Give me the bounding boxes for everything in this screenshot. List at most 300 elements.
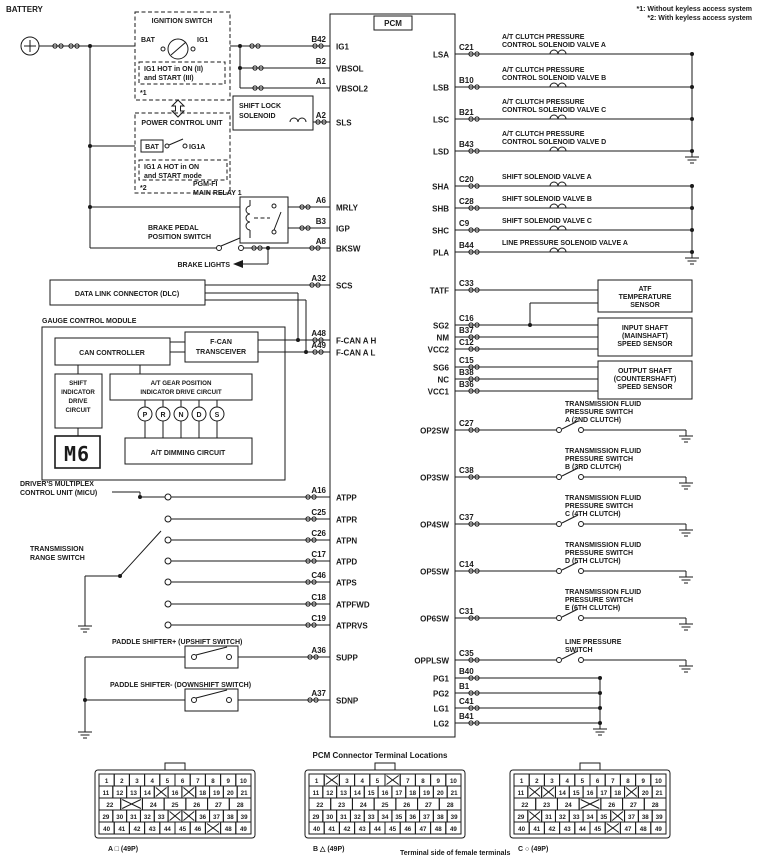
terminal-number: 42 <box>343 825 351 833</box>
terminal-number: 48 <box>224 825 232 833</box>
terminal-number: 4 <box>565 777 569 785</box>
terminal-number: 14 <box>558 789 566 797</box>
terminal-number: 11 <box>102 789 110 797</box>
pcm-terminal-OP5SW: OP5SW <box>420 567 449 577</box>
terminal-number: 18 <box>199 789 207 797</box>
pcm-pin-C21: C21 <box>459 43 474 52</box>
junction-dot <box>690 52 694 56</box>
pcm-terminal-MRLY: MRLY <box>336 203 358 213</box>
switch-contact <box>579 569 584 574</box>
terminal-number: 35 <box>600 813 608 821</box>
device-label: TRANSMISSION FLUID <box>565 495 642 502</box>
terminal-number: 21 <box>240 789 248 797</box>
pcm-terminal-F-CAN A H: F-CAN A H <box>336 336 377 346</box>
terminal-number: 19 <box>423 789 430 797</box>
solenoid-coil-icon <box>550 50 566 54</box>
range-switch-contact <box>165 516 171 522</box>
terminal-number: 30 <box>116 813 124 821</box>
terminal-number: 37 <box>213 813 220 821</box>
terminal-number: 3 <box>135 777 139 785</box>
terminal-number: 4 <box>150 777 154 785</box>
pcm-pin-C25: C25 <box>311 508 326 517</box>
pcm-terminal-LSC: LSC <box>433 115 449 125</box>
pcu-note-ref: *2 <box>140 185 147 192</box>
switch-contact <box>557 428 562 433</box>
pcm-pin-B3: B3 <box>315 217 326 226</box>
switch-contact <box>557 616 562 621</box>
pcm-terminal-VCC2: VCC2 <box>427 345 449 355</box>
can-controller-label: CAN CONTROLLER <box>79 350 145 357</box>
terminal-number: 21 <box>450 789 458 797</box>
range-switch-arm <box>120 531 161 576</box>
output-sensor-2: (COUNTERSHAFT) <box>613 376 677 383</box>
gear-lamp-row <box>138 400 224 438</box>
gear-position-2: INDICATOR DRIVE CIRCUIT <box>140 389 222 396</box>
terminal-number: 43 <box>563 825 571 833</box>
terminal-number: 16 <box>586 789 594 797</box>
device-label: A (2ND CLUTCH) <box>565 417 622 424</box>
junction-dot <box>690 206 694 210</box>
shift-indicator-3: DRIVE <box>68 398 88 405</box>
terminal-number: 41 <box>328 825 336 833</box>
pcm-terminal-NC: NC <box>437 375 449 385</box>
pcm-pin-C33: C33 <box>459 279 474 288</box>
pcm-terminal-VCC1: VCC1 <box>427 387 449 397</box>
junction-dot <box>598 691 602 695</box>
terminal-number: 10 <box>449 777 457 785</box>
device-label: SHIFT SOLENOID VALVE C <box>502 218 592 225</box>
pcm-pin-C14: C14 <box>459 560 474 569</box>
fcan-label-1: F-CAN <box>210 339 232 346</box>
pcm-terminal-BKSW: BKSW <box>336 244 361 254</box>
battery-icon <box>21 37 39 55</box>
terminal-number: 24 <box>564 801 572 809</box>
pcm-pin-A2: A2 <box>315 111 326 120</box>
terminal-number: 1 <box>104 777 109 785</box>
terminal-number: 11 <box>312 789 320 797</box>
terminal-number: 11 <box>517 789 525 797</box>
relay-box <box>240 197 288 243</box>
junction-dot <box>83 698 87 702</box>
terminal-number: 28 <box>446 801 454 809</box>
terminal-number: 31 <box>130 813 137 821</box>
connector-c-tab <box>580 763 600 770</box>
terminal-number: 3 <box>550 777 554 785</box>
terminal-number: 20 <box>641 789 649 797</box>
terminal-number: 49 <box>654 825 662 833</box>
pcu-desc-1: IG1 A HOT in ON <box>144 164 200 171</box>
switch-contact <box>239 246 244 251</box>
terminal-number: 8 <box>421 777 425 785</box>
solenoid-coil-icon <box>550 248 566 252</box>
terminal-number: 45 <box>179 825 187 833</box>
terminal-number: 43 <box>148 825 156 833</box>
switch-contact <box>217 246 222 251</box>
range-switch-label-2: RANGE SWITCH <box>30 555 85 562</box>
shift-lock-label-2: SOLENOID <box>239 113 276 120</box>
switch-contact <box>557 475 562 480</box>
device-label: C (4TH CLUTCH) <box>565 511 621 518</box>
note-keyless-2: *2: With keyless access system <box>647 15 752 22</box>
range-switch-contact <box>165 622 171 628</box>
pcm-terminal-LSA: LSA <box>433 50 449 60</box>
terminal-number: 29 <box>517 813 525 821</box>
terminal-number: 1 <box>314 777 319 785</box>
terminal-number: 19 <box>213 789 220 797</box>
pcu-switch-lever <box>169 139 183 145</box>
terminal-number: 15 <box>572 789 580 797</box>
junction-dot <box>690 184 694 188</box>
connector-a-tab <box>165 763 185 770</box>
pcm-pin-C27: C27 <box>459 419 474 428</box>
ignition-desc-2: and START (III) <box>144 75 194 82</box>
junction-dot <box>690 117 694 121</box>
terminal-number: 46 <box>404 825 412 833</box>
terminal-number: 25 <box>171 801 179 809</box>
terminal-number: 39 <box>655 813 663 821</box>
terminal-number: 7 <box>611 777 615 785</box>
terminal-number: 28 <box>651 801 659 809</box>
terminal-number: 24 <box>149 801 157 809</box>
ignition-rotary-contact <box>171 42 186 55</box>
range-switch-label-1: TRANSMISSION <box>30 546 84 553</box>
pcm-pin-C9: C9 <box>459 219 470 228</box>
device-label: A/T CLUTCH PRESSURE <box>502 67 585 74</box>
device-label: E (6TH CLUTCH) <box>565 605 621 612</box>
terminal-number: 9 <box>226 777 230 785</box>
pcm-terminal-ATPS: ATPS <box>336 578 357 588</box>
range-switch-contact <box>165 601 171 607</box>
terminal-number: 47 <box>419 825 427 833</box>
pcm-terminal-SCS: SCS <box>336 281 353 291</box>
terminal-number: 45 <box>389 825 397 833</box>
gear-position-box <box>110 374 252 400</box>
junction-dot <box>88 205 92 209</box>
shift-indicator-4: CIRCUIT <box>65 407 91 414</box>
terminal-number: 1 <box>519 777 524 785</box>
terminal-number: 40 <box>313 825 321 833</box>
device-label: PRESSURE SWITCH <box>565 503 634 510</box>
terminal-number: 9 <box>436 777 440 785</box>
device-label: CONTROL SOLENOID VALVE D <box>502 139 607 146</box>
pcm-pin-C35: C35 <box>459 649 474 658</box>
device-label: TRANSMISSION FLUID <box>565 589 642 596</box>
pcm-terminal-NM: NM <box>436 333 449 343</box>
terminal-number: 5 <box>165 777 170 785</box>
paddle-up-box <box>185 646 238 668</box>
solenoid-coil-icon <box>550 204 566 208</box>
shift-lock-label-1: SHIFT LOCK <box>239 103 281 110</box>
switch-contact <box>579 616 584 621</box>
terminal-number: 14 <box>143 789 151 797</box>
pcm-pin-A6: A6 <box>315 196 326 205</box>
pcm-terminal-ATPRVS: ATPRVS <box>336 621 368 631</box>
pcm-terminal-OP3SW: OP3SW <box>420 473 449 483</box>
micu-label-2: CONTROL UNIT (MICU) <box>20 490 98 497</box>
junction-dot <box>598 676 602 680</box>
device-label: PRESSURE SWITCH <box>565 550 634 557</box>
terminal-number: 26 <box>193 801 201 809</box>
device-label: A/T CLUTCH PRESSURE <box>502 99 585 106</box>
terminal-number: 25 <box>381 801 389 809</box>
pcm-terminal-LG1: LG1 <box>433 704 449 714</box>
brake-lights-label: BRAKE LIGHTS <box>177 262 230 269</box>
pcm-pin-C28: C28 <box>459 197 474 206</box>
terminal-number: 41 <box>533 825 541 833</box>
pcm-terminal-LSD: LSD <box>433 147 449 157</box>
pcm-pin-C41: C41 <box>459 697 474 706</box>
terminal-number: 36 <box>199 813 207 821</box>
terminal-number: 7 <box>196 777 200 785</box>
brake-switch-label-1: BRAKE PEDAL <box>148 225 199 232</box>
pcm-pin-C19: C19 <box>311 614 326 623</box>
switch-contact <box>579 428 584 433</box>
terminal-side-footnote: Terminal side of female terminals <box>400 850 511 856</box>
pcm-pin-B2: B2 <box>315 57 326 66</box>
terminal-number: 16 <box>171 789 179 797</box>
device-label: SHIFT SOLENOID VALVE A <box>502 174 592 181</box>
solenoid-coil-icon <box>550 83 566 87</box>
segment-display-value: M6 <box>63 442 91 466</box>
switch-lever <box>196 647 227 655</box>
terminal-number: 42 <box>133 825 141 833</box>
terminal-number: 37 <box>423 813 430 821</box>
terminal-number: 34 <box>381 813 389 821</box>
pcm-pin-B1: B1 <box>459 682 470 691</box>
gauge-module-title: GAUGE CONTROL MODULE <box>42 318 137 325</box>
terminal-number: 18 <box>614 789 622 797</box>
terminal-number: 39 <box>240 813 248 821</box>
gear-letter-r: R <box>160 412 166 419</box>
pcm-terminal-ATPFWD: ATPFWD <box>336 600 370 610</box>
note-keyless-1: *1: Without keyless access system <box>636 6 752 13</box>
atf-sensor-2: TEMPERATURE <box>618 294 672 301</box>
relay-coil-icon <box>246 206 250 230</box>
switch-contact <box>579 522 584 527</box>
terminal-number: 2 <box>120 777 124 785</box>
connector-a-label: A □ (49P) <box>108 846 139 853</box>
output-sensor-3: SPEED SENSOR <box>617 384 673 391</box>
pcm-pin-A48: A48 <box>311 329 326 338</box>
terminal-number: 49 <box>449 825 457 833</box>
switch-contact <box>579 658 584 663</box>
terminal-number: 32 <box>353 813 361 821</box>
terminal-number: 36 <box>409 813 417 821</box>
input-sensor-1: INPUT SHAFT <box>621 325 669 332</box>
relay-label-1: PGM-FI <box>193 181 218 188</box>
junction-dot <box>238 66 242 70</box>
junction-dot <box>598 706 602 710</box>
device-label: LINE PRESSURE SOLENOID VALVE A <box>502 240 628 247</box>
terminal-number: 23 <box>338 801 346 809</box>
switch-contact <box>192 698 197 703</box>
switch-lever <box>196 690 227 698</box>
terminal-number: 30 <box>326 813 334 821</box>
terminal-number: 22 <box>106 801 114 809</box>
terminal-number: 34 <box>586 813 594 821</box>
ignition-switch-title: IGNITION SWITCH <box>151 18 213 25</box>
atf-sensor-1: ATF <box>638 286 652 293</box>
pcm-pin-B36: B36 <box>459 380 474 389</box>
connector-b-label: B △ (49P) <box>313 846 345 853</box>
terminal-number: 45 <box>594 825 602 833</box>
device-label: PRESSURE SWITCH <box>565 456 634 463</box>
solenoid-coil-icon <box>550 182 566 186</box>
pcm-terminal-IG1: IG1 <box>336 42 349 52</box>
terminal-number: 31 <box>545 813 552 821</box>
pcm-terminal-PG1: PG1 <box>432 674 449 684</box>
device-label: D (5TH CLUTCH) <box>565 558 621 565</box>
terminal-number: 46 <box>194 825 202 833</box>
pcm-terminal-ATPD: ATPD <box>336 557 358 567</box>
paddle-down-label: PADDLE SHIFTER- (DOWNSHIFT SWITCH) <box>110 682 252 689</box>
pcm-terminal-LSB: LSB <box>433 83 449 93</box>
device-label: CONTROL SOLENOID VALVE A <box>502 42 606 49</box>
terminal-number: 15 <box>367 789 375 797</box>
terminal-number: 29 <box>102 813 110 821</box>
terminal-number: 44 <box>163 825 171 833</box>
connector-c-label: C ○ (49P) <box>518 846 549 853</box>
pcm-pin-C16: C16 <box>459 314 474 323</box>
pcm-terminal-SHC: SHC <box>432 226 449 236</box>
pcm-terminal-PG2: PG2 <box>432 689 449 699</box>
switch-contact <box>227 655 232 660</box>
terminal-number: 48 <box>639 825 647 833</box>
terminal-number: 44 <box>373 825 381 833</box>
terminal-number: 44 <box>578 825 586 833</box>
pcm-pin-B43: B43 <box>459 140 474 149</box>
dlc-label: DATA LINK CONNECTOR (DLC) <box>74 291 180 298</box>
pcm-pin-C46: C46 <box>311 571 326 580</box>
terminal-number: 49 <box>239 825 247 833</box>
terminal-number: 17 <box>395 789 403 797</box>
device-label: TRANSMISSION FLUID <box>565 448 642 455</box>
terminal-number: 3 <box>345 777 349 785</box>
terminal-number: 38 <box>226 813 234 821</box>
terminal-number: 24 <box>359 801 367 809</box>
terminal-number: 40 <box>103 825 111 833</box>
device-label: A/T CLUTCH PRESSURE <box>502 131 585 138</box>
terminal-number: 6 <box>595 777 600 785</box>
pcm-pin-C15: C15 <box>459 356 474 365</box>
device-label: CONTROL SOLENOID VALVE C <box>502 107 607 114</box>
pcm-pin-A37: A37 <box>311 689 326 698</box>
terminal-number: 13 <box>130 789 137 797</box>
pcm-terminal-OP6SW: OP6SW <box>420 614 449 624</box>
pcm-pin-B44: B44 <box>459 241 474 250</box>
gear-letter-p: P <box>142 412 148 419</box>
junction-dot <box>690 228 694 232</box>
shift-indicator-1: SHIFT <box>69 380 87 387</box>
relay-contact <box>272 230 276 234</box>
ignition-note-ref: *1 <box>140 90 147 97</box>
atf-sensor-3: SENSOR <box>630 302 660 309</box>
junction-dot <box>88 144 92 148</box>
range-switch-contact <box>165 494 171 500</box>
terminal-number: 32 <box>558 813 566 821</box>
terminal-number: 27 <box>214 801 222 809</box>
pcm-terminal-SHB: SHB <box>432 204 449 214</box>
relay-label-2: MAIN RELAY 1 <box>193 190 242 197</box>
pcm-pin-A49: A49 <box>311 341 326 350</box>
terminal-number: 31 <box>340 813 347 821</box>
pcm-pin-C12: C12 <box>459 338 474 347</box>
pcm-pin-C37: C37 <box>459 513 474 522</box>
terminal-number: 38 <box>641 813 649 821</box>
pcm-terminal-OP2SW: OP2SW <box>420 426 449 436</box>
terminal-number: 8 <box>626 777 630 785</box>
pcm-terminal-OPPLSW: OPPLSW <box>414 656 449 666</box>
pcm-terminal-SG2: SG2 <box>432 321 449 331</box>
device-label: CONTROL SOLENOID VALVE B <box>502 75 607 82</box>
terminal-number: 4 <box>360 777 364 785</box>
arrow-left-icon <box>233 260 243 268</box>
terminal-number: 21 <box>655 789 663 797</box>
pcm-terminal-OP4SW: OP4SW <box>420 520 449 530</box>
terminal-number: 35 <box>395 813 403 821</box>
pcm-pin-C38: C38 <box>459 466 474 475</box>
terminal-number: 43 <box>358 825 366 833</box>
range-switch-contact <box>165 537 171 543</box>
input-sensor-3: SPEED SENSOR <box>617 341 673 348</box>
ignition-desc-1: IG1 HOT in ON (II) <box>144 66 204 73</box>
terminal-number: 7 <box>406 777 410 785</box>
pcu-ig1a-label: IG1A <box>189 144 206 151</box>
solenoid-coil-icon <box>550 115 566 119</box>
switch-lever <box>221 238 240 246</box>
gear-letter-s: S <box>214 412 220 419</box>
pcm-pin-A32: A32 <box>311 274 326 283</box>
terminal-number: 27 <box>424 801 432 809</box>
terminal-number: 8 <box>211 777 215 785</box>
pcm-terminal-PLA: PLA <box>433 248 449 258</box>
ignition-terminal <box>191 47 195 51</box>
terminal-number: 37 <box>628 813 635 821</box>
shift-indicator-2: INDICATOR <box>61 389 95 396</box>
pcm-terminal-ATPN: ATPN <box>336 536 358 546</box>
device-label: LINE PRESSURE <box>565 639 622 646</box>
switch-contact <box>557 658 562 663</box>
ground-icon <box>78 620 92 632</box>
terminal-number: 9 <box>641 777 645 785</box>
fcan-label-2: TRANSCEIVER <box>195 349 247 356</box>
solenoid-coil-icon <box>290 118 306 122</box>
switch-contact <box>557 522 562 527</box>
pcm-pin-A36: A36 <box>311 646 326 655</box>
device-label: SWITCH <box>565 647 593 654</box>
pcm-terminal-ATPP: ATPP <box>336 493 357 503</box>
terminal-number: 40 <box>518 825 526 833</box>
terminal-number: 39 <box>450 813 458 821</box>
paddle-down-box <box>185 689 238 711</box>
gear-letter-n: N <box>178 412 184 419</box>
device-label: SHIFT SOLENOID VALVE B <box>502 196 592 203</box>
terminal-number: 27 <box>629 801 637 809</box>
terminal-number: 22 <box>316 801 324 809</box>
terminal-number: 33 <box>157 813 165 821</box>
generated-layer <box>99 34 699 834</box>
input-sensor-2: (MAINSHAFT) <box>622 333 668 340</box>
pcu-bat-label: BAT <box>145 144 159 151</box>
terminal-number: 48 <box>434 825 442 833</box>
device-label: PRESSURE SWITCH <box>565 597 634 604</box>
pcm-pin-C17: C17 <box>311 550 326 559</box>
pcm-pin-B41: B41 <box>459 712 474 721</box>
solenoid-coil-icon <box>550 147 566 151</box>
pcu-desc-2: and START mode <box>144 173 202 180</box>
terminal-number: 20 <box>226 789 234 797</box>
pcm-terminal-SLS: SLS <box>336 118 352 128</box>
